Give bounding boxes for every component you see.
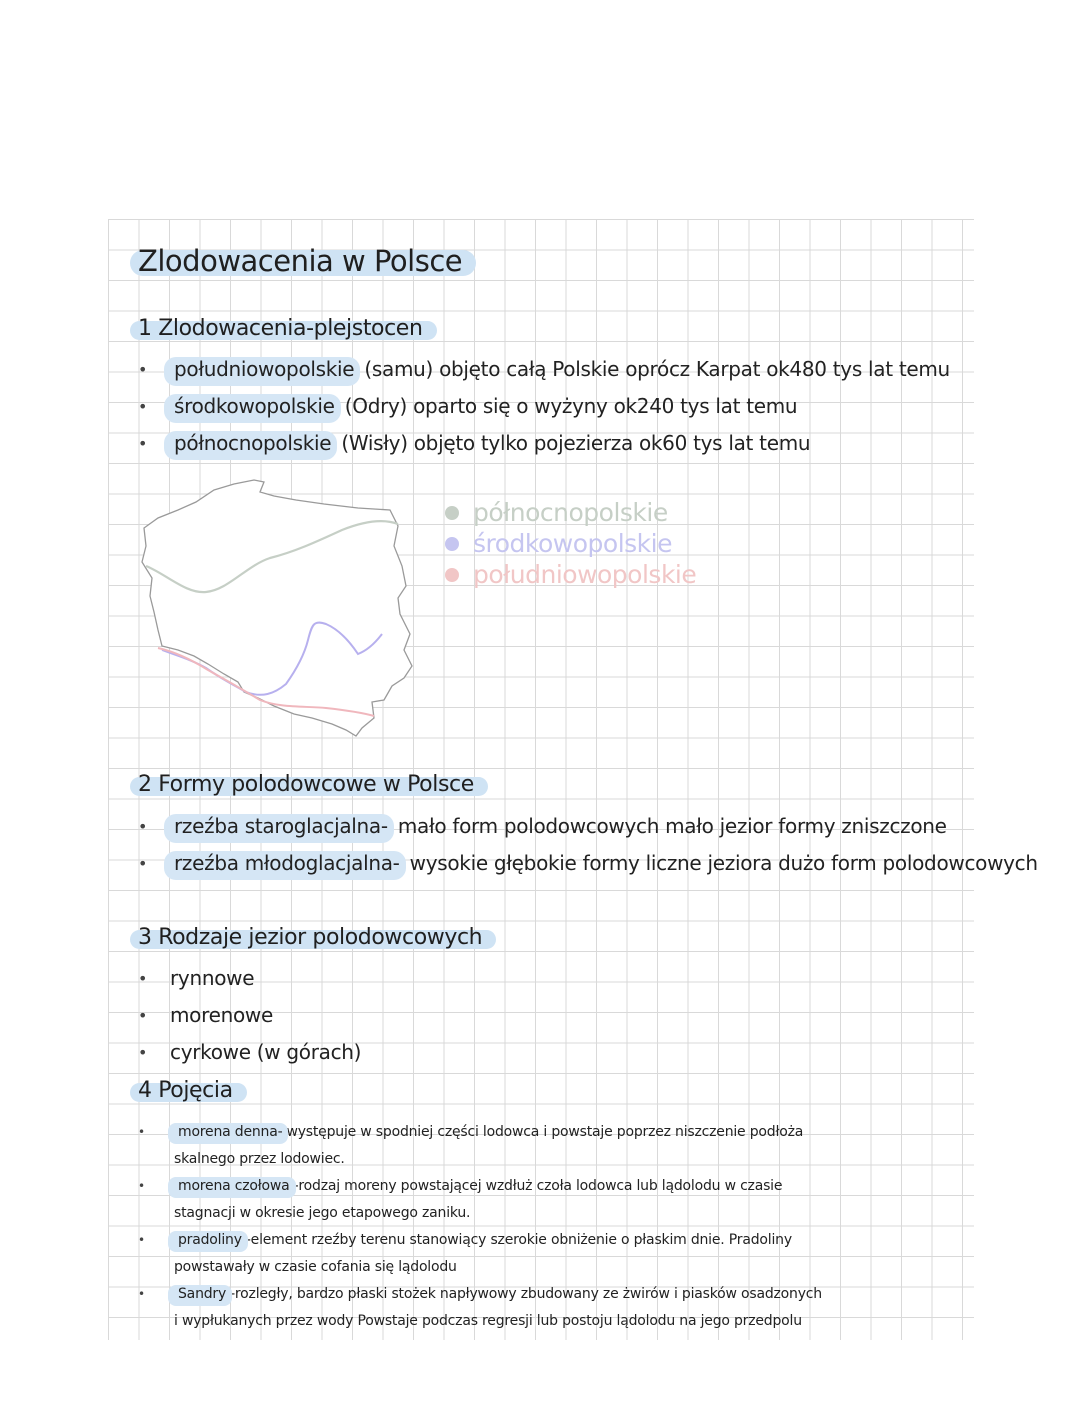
- section3-heading: [130, 925, 496, 950]
- list-item: [136, 1119, 824, 1173]
- legend-item-south: [445, 559, 696, 590]
- list-item: [136, 425, 950, 462]
- description: mało form polodowcowych mało jezior formy zniszczone: [391, 814, 947, 838]
- list-item: • rynnowe: [136, 960, 361, 997]
- description: (samu) objęto całą Polskie oprócz Karpat ok480 tys lat temu: [358, 357, 950, 381]
- poland-outline: [142, 480, 412, 736]
- list-item: [136, 845, 1038, 882]
- section3-list: [136, 960, 361, 1071]
- list-item: [136, 351, 950, 388]
- section2-heading-text: 2 Formy polodowcowe w Polsce: [130, 772, 488, 797]
- term: morena czołowa: [174, 1173, 294, 1200]
- page-title: [130, 244, 476, 278]
- legend-dot: [445, 506, 459, 520]
- list-item: [136, 1173, 824, 1227]
- definition: występuje w spodniej części lodowca i powstaje poprzez niszczenie podłoża skalnego przez lodowiec.: [174, 1124, 804, 1167]
- map-legend: [445, 497, 696, 590]
- legend-label: środkowopolskie: [473, 529, 672, 558]
- definition: -rodzaj moreny powstającej wzdłuż czoła lodowca lub lądolodu w czasie stagnacji w okresie jego etapowego zaniku.: [174, 1178, 783, 1221]
- poland-map: [136, 474, 426, 744]
- section4-list: [136, 1119, 824, 1335]
- section3-heading-text: 3 Rodzaje jezior polodowcowych: [130, 925, 496, 950]
- list-item: [136, 1227, 824, 1281]
- term: środkowopolskie: [170, 388, 339, 425]
- list-item: • morenowe: [136, 997, 361, 1034]
- section1-list: [136, 351, 950, 462]
- term: pradoliny: [174, 1227, 246, 1254]
- page-title-text: Zlodowacenia w Polsce: [130, 244, 476, 278]
- list-item: [136, 808, 1038, 845]
- section1-heading-text: 1 Zlodowacenia-plejstocen: [130, 316, 437, 341]
- list-item: [136, 388, 950, 425]
- list-item: [136, 1281, 824, 1335]
- section2-heading: [130, 772, 488, 797]
- legend-dot: [445, 537, 459, 551]
- legend-label: południowopolskie: [473, 560, 697, 589]
- term: północnopolskie: [170, 425, 335, 462]
- legend-item-middle: [445, 528, 696, 559]
- legend-label: północnopolskie: [473, 498, 668, 527]
- definition: -rozległy, bardzo płaski stożek napływowy zbudowany ze żwirów i piasków osadzonych i wypłukanych przez wody Powstaje podczas regresji lub postoju lądolodu na jego przedpolu: [174, 1286, 822, 1329]
- description: (Wisły) objęto tylko pojezierza ok60 tys lat temu: [335, 431, 811, 455]
- term: rzeźba młodoglacjalna-: [170, 845, 404, 882]
- legend-dot: [445, 568, 459, 582]
- section1-heading: [130, 316, 437, 341]
- term: morena denna-: [174, 1119, 286, 1146]
- definition: -element rzeźby terenu stanowiący szerokie obniżenie o płaskim dnie. Pradoliny powstawały w czasie cofania się lądolodu: [174, 1232, 792, 1275]
- description: wysokie głębokie formy liczne jeziora dużo form polodowcowych: [403, 851, 1038, 875]
- list-item: • cyrkowe (w górach): [136, 1034, 361, 1071]
- section4-heading-text: 4 Pojęcia: [130, 1078, 247, 1103]
- term: południowopolskie: [170, 351, 358, 388]
- term: rzeźba staroglacjalna-: [170, 808, 392, 845]
- legend-item-north: [445, 497, 696, 528]
- section2-list: [136, 808, 1038, 882]
- section4-heading: [130, 1078, 247, 1103]
- description: (Odry) oparto się o wyżyny ok240 tys lat temu: [338, 394, 798, 418]
- term: Sandry: [174, 1281, 230, 1308]
